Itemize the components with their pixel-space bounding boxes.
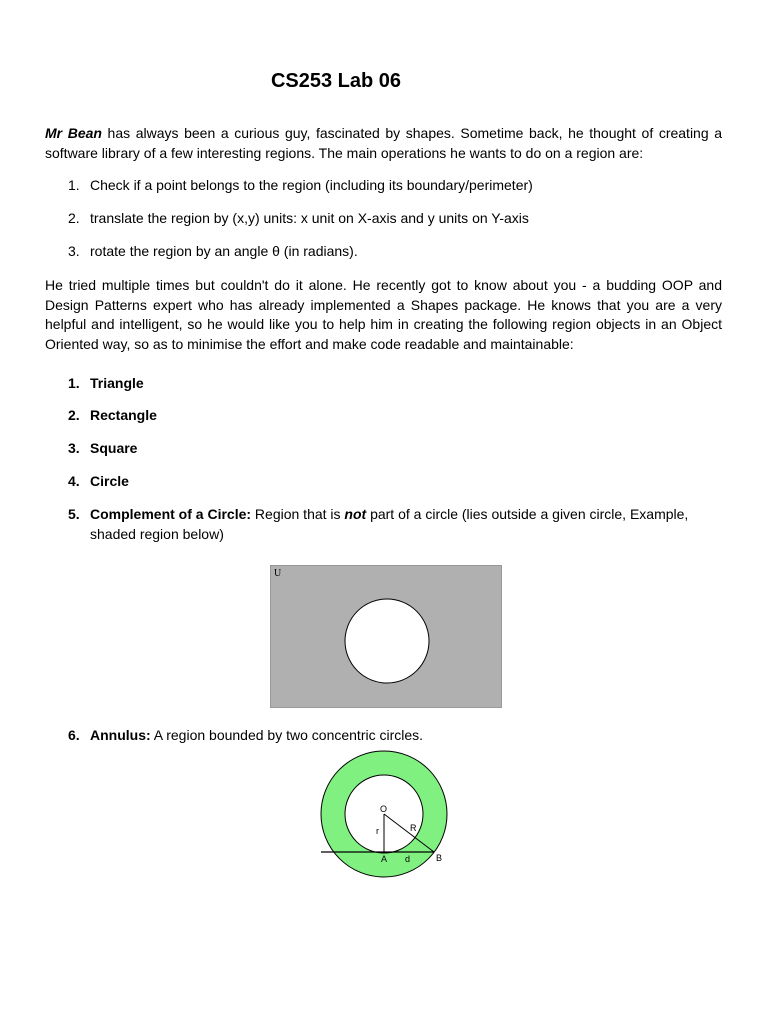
operation-text: rotate the region by an angle θ (in radians). — [90, 243, 358, 259]
region-number: 5. — [68, 506, 80, 522]
operation-number: 2. — [68, 210, 80, 226]
universe-label: U — [274, 568, 282, 579]
region-label: Triangle — [90, 375, 144, 391]
region-item-6 — [68, 726, 718, 746]
annulus-figure — [315, 744, 455, 884]
distance-d-label: d — [405, 854, 411, 864]
region-number: 2. — [68, 407, 80, 423]
outer-radius-label: R — [410, 823, 417, 833]
intro-name: Mr Bean — [45, 125, 102, 141]
intro-text: has always been a curious guy, fascinated by shapes. Sometime back, he thought of creating a software library of a few interesting regions. The main operations he wants to do on a region are: — [45, 125, 723, 161]
excluded-circle — [345, 599, 429, 683]
region-label: Circle — [90, 473, 129, 489]
annulus-label: Annulus: — [90, 727, 151, 743]
page-title: CS253 Lab 06 — [270, 70, 402, 92]
complement-description — [90, 505, 718, 544]
context-paragraph: He tried multiple times but couldn't do it alone. He recently got to know about you - a budding OOP and Design Patterns expert who has already implemented a Shapes package. He knows that you are a very helpful and intelligent, so he would like you to help him in creating the following region objects in an Object Oriented way, so as to minimise the effort and make code readable and maintainable: — [45, 277, 722, 352]
inner-radius-label: r — [376, 826, 379, 836]
region-item-1 — [68, 374, 718, 394]
region-label: Square — [90, 440, 138, 456]
region-label: Rectangle — [90, 407, 157, 423]
region-number: 6. — [68, 727, 80, 743]
region-item-5 — [68, 505, 718, 544]
region-item-4 — [68, 472, 718, 492]
point-b-label: B — [436, 853, 443, 863]
operation-item-1 — [68, 176, 718, 196]
operation-text: translate the region by (x,y) units: x unit on X-axis and y units on Y-axis — [90, 210, 529, 226]
operation-number: 1. — [68, 177, 80, 193]
operation-number: 3. — [68, 243, 80, 259]
region-number: 3. — [68, 440, 80, 456]
complement-text-a: Region that is — [251, 506, 345, 522]
complement-emphasis: not — [344, 506, 367, 522]
region-number: 4. — [68, 473, 80, 489]
operation-item-3 — [68, 242, 718, 262]
complement-text-b: part of a circle (lies outside a given circle, Example, shaded region below) — [90, 506, 689, 542]
operation-item-2 — [68, 209, 718, 229]
complement-label: Complement of a Circle: — [90, 506, 252, 522]
point-a-label: A — [381, 854, 388, 864]
annulus-text: A region bounded by two concentric circles. — [150, 727, 424, 743]
region-item-2 — [68, 406, 718, 426]
region-number: 1. — [68, 375, 80, 391]
operation-text: Check if a point belongs to the region (including its boundary/perimeter) — [90, 177, 533, 193]
intro-paragraph — [45, 124, 722, 163]
center-label: O — [380, 804, 388, 814]
complement-circle-figure — [270, 565, 502, 708]
annulus-description — [90, 726, 718, 746]
region-item-3 — [68, 439, 718, 459]
